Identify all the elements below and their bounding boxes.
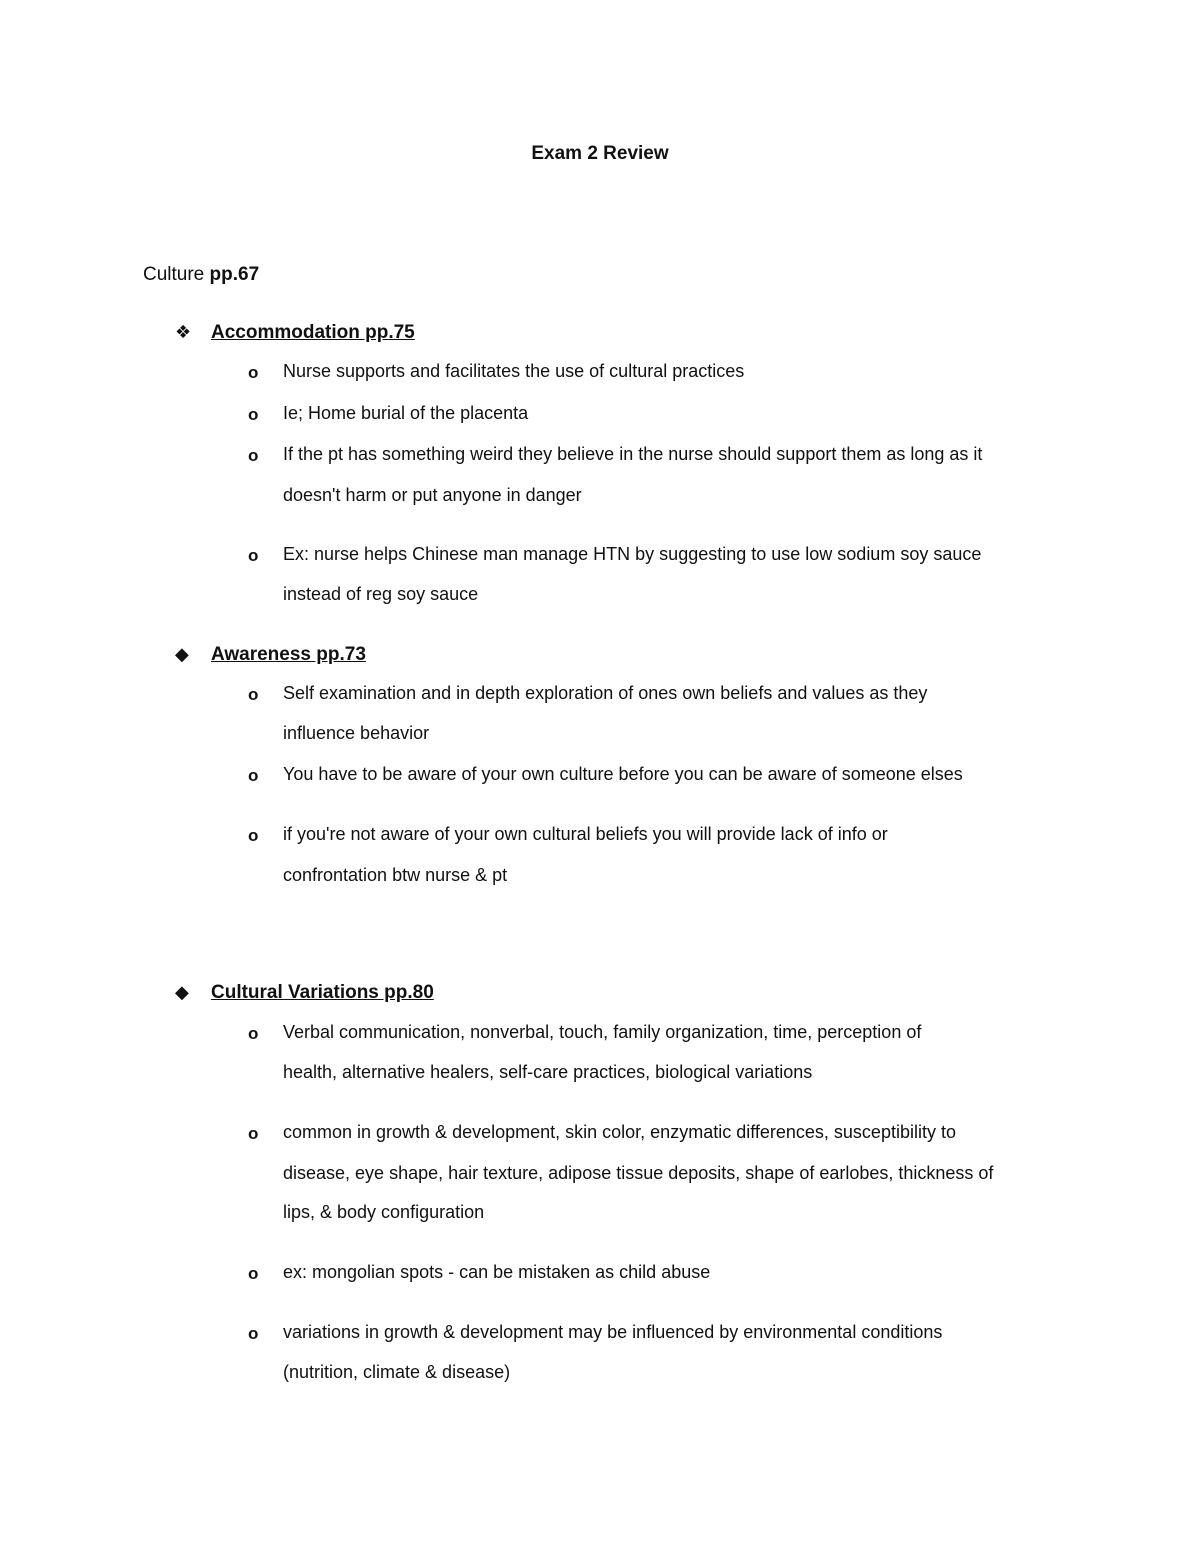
page-title: Exam 2 Review (531, 143, 669, 164)
list-item-line: instead of reg soy sauce (283, 584, 479, 604)
list-item-line: lips, & body configuration (283, 1202, 485, 1222)
list-marker: o (248, 546, 259, 565)
list-marker: o (248, 1024, 259, 1043)
section-label: Awareness pp.73 (211, 644, 366, 665)
list-item-line: ex: mongolian spots - can be mistaken as child abuse (283, 1262, 711, 1282)
section-heading-awareness (175, 644, 366, 666)
list-item-line: variations in growth & development may be influenced by environmental conditions (283, 1322, 943, 1342)
list-item-line: Verbal communication, nonverbal, touch, family organization, time, perception of (283, 1022, 922, 1042)
diamond-bullet-icon: ◆ (175, 644, 189, 665)
list-item-line: If the pt has something weird they believe in the nurse should support them as long as it (283, 444, 983, 464)
topic-heading (143, 264, 259, 286)
list-item-line: Nurse supports and facilitates the use of cultural practices (283, 361, 745, 381)
section-label: Accommodation pp.75 (211, 322, 415, 343)
list-marker: o (248, 1264, 259, 1283)
list-item-line: You have to be aware of your own culture before you can be aware of someone elses (283, 764, 963, 784)
list-item-line: Ie; Home burial of the placenta (283, 403, 529, 423)
section-heading-cultural-variations (175, 982, 434, 1004)
list-marker: o (248, 685, 259, 704)
section-label: Cultural Variations pp.80 (211, 982, 434, 1003)
topic-pages: pp.67 (209, 264, 260, 285)
list-item-line: health, alternative healers, self-care practices, biological variations (283, 1062, 813, 1082)
list-item-line: if you're not aware of your own cultural beliefs you will provide lack of info or (283, 824, 888, 844)
diamond-bullet-icon: ❖ (175, 322, 192, 343)
list-marker: o (248, 826, 259, 845)
list-item-line: common in growth & development, skin color, enzymatic differences, susceptibility to (283, 1122, 956, 1142)
list-item-line: influence behavior (283, 723, 430, 743)
list-marker: o (248, 766, 259, 785)
list-marker: o (248, 405, 259, 424)
list-item-line: Ex: nurse helps Chinese man manage HTN by suggesting to use low sodium soy sauce (283, 544, 982, 564)
list-marker: o (248, 1124, 259, 1143)
list-item-line: (nutrition, climate & disease) (283, 1362, 511, 1382)
list-item-line: disease, eye shape, hair texture, adipose tissue deposits, shape of earlobes, thickness of (283, 1163, 994, 1183)
topic-label: Culture (143, 264, 205, 285)
list-marker: o (248, 363, 259, 382)
list-item-line: Self examination and in depth exploration of ones own beliefs and values as they (283, 683, 928, 703)
diamond-bullet-icon: ◆ (175, 982, 189, 1003)
list-marker: o (248, 446, 259, 465)
list-item-line: doesn't harm or put anyone in danger (283, 485, 582, 505)
list-item-line: confrontation btw nurse & pt (283, 865, 508, 885)
list-marker: o (248, 1324, 259, 1343)
section-heading-accommodation (175, 322, 415, 344)
